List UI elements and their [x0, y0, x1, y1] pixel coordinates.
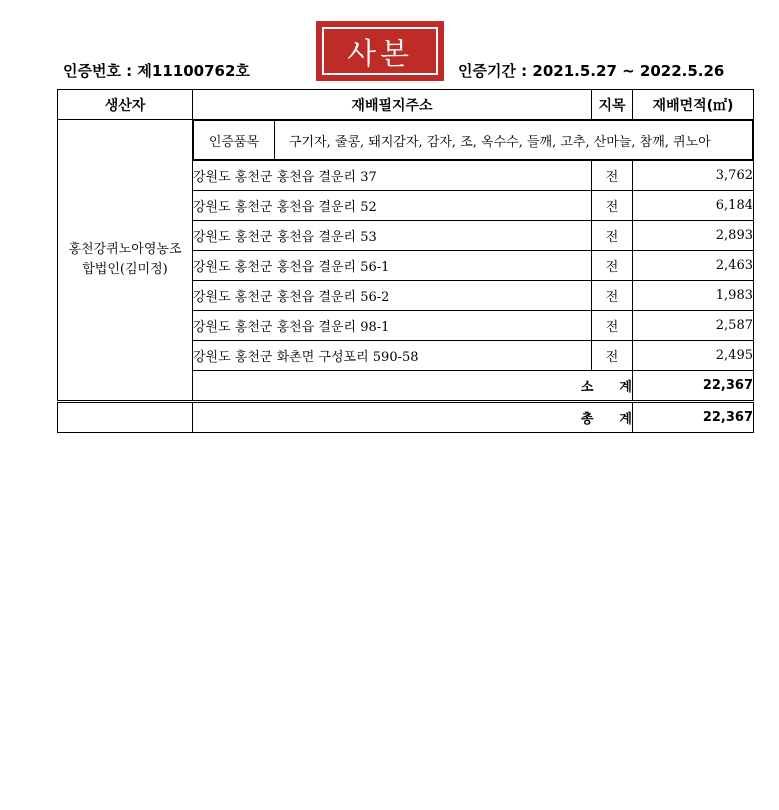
producer-name-line1: 홍천강퀴노아영농조 — [68, 242, 182, 257]
copy-stamp — [316, 21, 444, 81]
row-land-type: 전 — [592, 191, 633, 221]
products-value: 구기자, 줄콩, 돼지감자, 감자, 조, 옥수수, 들깨, 고추, 산마늘, 참깨, 퀴노아 — [275, 121, 753, 160]
row-area: 2,587 — [633, 311, 754, 341]
certification-number — [63, 60, 250, 81]
col-land-type: 지목 — [592, 90, 633, 120]
row-address: 강원도 홍천군 홍천읍 결운리 37 — [193, 161, 592, 191]
products-cell — [193, 120, 754, 161]
row-land-type: 전 — [592, 281, 633, 311]
cultivation-table — [57, 89, 754, 433]
cert-period-value: 2021.5.27 ~ 2022.5.26 — [532, 62, 725, 80]
products-row — [58, 120, 754, 161]
row-area: 1,983 — [633, 281, 754, 311]
row-area: 3,762 — [633, 161, 754, 191]
row-area: 2,893 — [633, 221, 754, 251]
row-address: 강원도 홍천군 홍천읍 결운리 56-2 — [193, 281, 592, 311]
cert-number-value: 제11100762호 — [137, 62, 250, 80]
certification-period — [458, 60, 724, 81]
products-label: 인증품목 — [194, 121, 275, 160]
total-label: 총 계 — [193, 402, 633, 433]
copy-stamp-text: 사본 — [322, 27, 438, 75]
row-address: 강원도 홍천군 홍천읍 결운리 52 — [193, 191, 592, 221]
row-address: 강원도 홍천군 화촌면 구성포리 590-58 — [193, 341, 592, 371]
row-area: 6,184 — [633, 191, 754, 221]
total-row — [58, 402, 754, 433]
cert-period-label: 인증기간 : — [458, 62, 528, 80]
subtotal-value: 22,367 — [633, 371, 754, 402]
col-address: 재배필지주소 — [193, 90, 592, 120]
row-land-type: 전 — [592, 341, 633, 371]
row-address: 강원도 홍천군 홍천읍 결운리 56-1 — [193, 251, 592, 281]
total-spacer — [58, 402, 193, 433]
table-header-row — [58, 90, 754, 120]
row-address: 강원도 홍천군 홍천읍 결운리 98-1 — [193, 311, 592, 341]
row-land-type: 전 — [592, 251, 633, 281]
total-value: 22,367 — [633, 402, 754, 433]
products-subtable — [193, 120, 753, 160]
col-area: 재배면적(㎡) — [633, 90, 754, 120]
row-area: 2,463 — [633, 251, 754, 281]
producer-cell — [58, 120, 193, 402]
cert-number-label: 인증번호 : — [63, 62, 133, 80]
row-area: 2,495 — [633, 341, 754, 371]
row-land-type: 전 — [592, 221, 633, 251]
row-address: 강원도 홍천군 홍천읍 결운리 53 — [193, 221, 592, 251]
producer-name-line2: 합법인(김미정) — [82, 262, 168, 277]
subtotal-label: 소 계 — [193, 371, 633, 402]
row-land-type: 전 — [592, 311, 633, 341]
row-land-type: 전 — [592, 161, 633, 191]
col-producer: 생산자 — [58, 90, 193, 120]
